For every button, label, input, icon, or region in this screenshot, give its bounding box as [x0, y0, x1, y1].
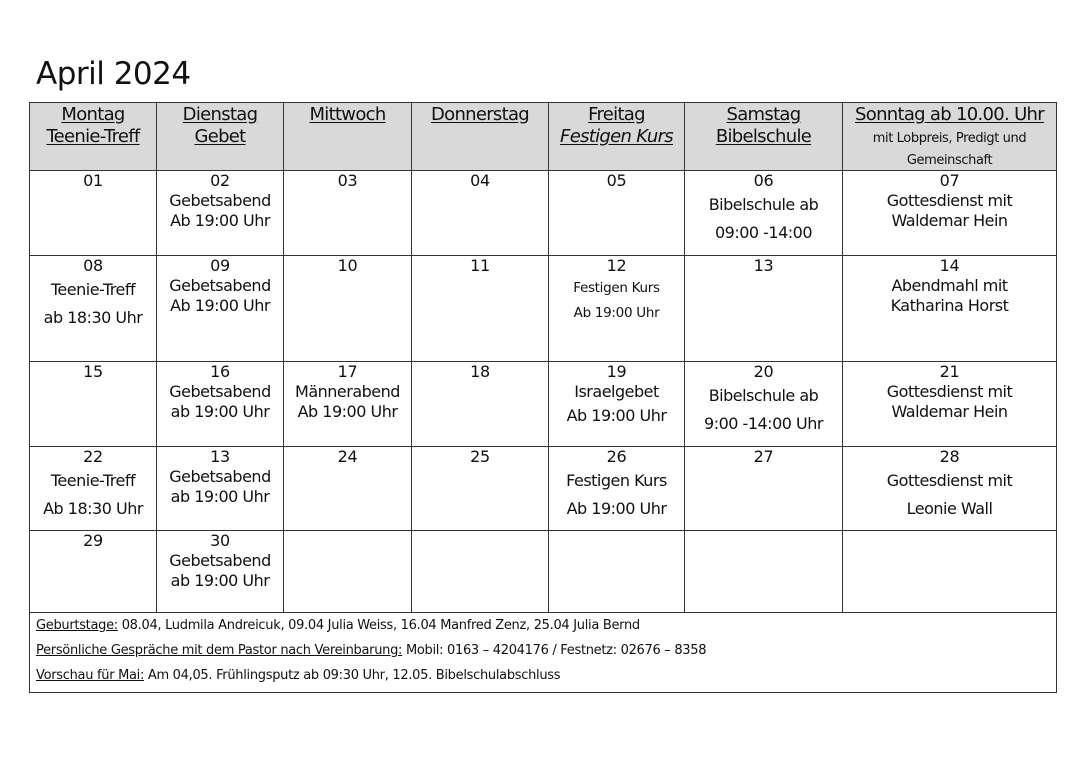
info-cell: [30, 613, 1057, 693]
day-cell: [549, 256, 685, 362]
header-day-name: Dienstag: [182, 104, 258, 125]
event-text: Teenie-Treff: [50, 471, 136, 490]
day-cell: [843, 362, 1057, 447]
day-cell: [157, 362, 284, 447]
info-label: Persönliche Gespräche mit dem Pastor nach Vereinbarung:: [36, 643, 403, 658]
day-cell: [549, 531, 685, 613]
day-number: 12: [606, 256, 627, 275]
day-number: 19: [606, 362, 627, 381]
event-text: Ab 19:00 Uhr: [566, 499, 667, 518]
info-text: Am 04,05. Frühlingsputz ab 09:30 Uhr, 12.05. Bibelschulabschluss: [144, 668, 561, 683]
header-row: [30, 103, 1057, 171]
event-text: Gottesdienst mit: [886, 191, 1013, 210]
day-number: 09: [210, 256, 230, 275]
header-saturday: [685, 103, 843, 171]
header-tuesday: [157, 103, 284, 171]
day-number: 08: [83, 256, 103, 275]
header-day-name: Donnerstag: [430, 104, 530, 125]
day-number: 04: [470, 171, 490, 190]
week-row-5: [30, 531, 1057, 613]
header-day-name: Freitag: [588, 104, 645, 125]
day-cell: [685, 531, 843, 613]
week-row-4: [30, 447, 1057, 531]
day-cell: [549, 447, 685, 531]
header-wednesday: [284, 103, 412, 171]
day-number: 15: [83, 362, 103, 381]
event-text: ab 19:00 Uhr: [170, 571, 270, 590]
header-friday: [549, 103, 685, 171]
day-cell: [412, 362, 549, 447]
event-text: Gebetsabend: [169, 276, 271, 295]
event-text: Leonie Wall: [906, 499, 993, 518]
week-row-3: [30, 362, 1057, 447]
day-number: 10: [337, 256, 358, 275]
day-number: 21: [939, 362, 960, 381]
day-cell: [685, 362, 843, 447]
event-text: Abendmahl mit: [891, 276, 1008, 295]
event-text: Katharina Horst: [890, 296, 1009, 315]
week-row-1: [30, 171, 1057, 256]
event-text: Ab 19:00 Uhr: [170, 296, 270, 315]
info-birthdays: [36, 613, 1050, 638]
day-cell: [284, 256, 412, 362]
event-text: Festigen Kurs: [566, 471, 667, 490]
event-text: Gebetsabend: [169, 382, 271, 401]
day-number: 25: [470, 447, 490, 466]
day-number: 14: [939, 256, 960, 275]
header-day-sub: Bibelschule: [715, 126, 812, 147]
day-cell: [412, 531, 549, 613]
event-text: 9:00 -14:00 Uhr: [704, 414, 823, 433]
day-cell: [843, 531, 1057, 613]
week-row-2: [30, 256, 1057, 362]
header-sunday: [843, 103, 1057, 171]
header-day-name: Mittwoch: [309, 104, 386, 125]
day-cell: [843, 256, 1057, 362]
day-number: 16: [210, 362, 230, 381]
header-day-name: Montag: [61, 104, 125, 125]
event-text: Gebetsabend: [169, 551, 271, 570]
day-number: 26: [606, 447, 627, 466]
day-number: 18: [470, 362, 490, 381]
event-text: Waldemar Hein: [891, 211, 1008, 230]
header-day-name: Samstag: [726, 104, 801, 125]
day-number: 20: [753, 362, 774, 381]
day-number: 11: [470, 256, 490, 275]
page-title: April 2024: [36, 56, 191, 92]
calendar-table: [29, 102, 1057, 693]
info-label: Vorschau für Mai:: [36, 668, 145, 683]
day-number: 05: [606, 171, 627, 190]
day-cell: [549, 362, 685, 447]
day-cell: [284, 362, 412, 447]
event-text: Männerabend: [295, 382, 400, 401]
event-text: Israelgebet: [574, 382, 659, 401]
day-cell: [412, 447, 549, 531]
day-cell: [30, 171, 157, 256]
day-number: 28: [939, 447, 960, 466]
info-row: [30, 613, 1057, 693]
day-cell: [157, 256, 284, 362]
day-cell: [30, 531, 157, 613]
event-text: Bibelschule ab: [708, 195, 819, 214]
event-text: Bibelschule ab: [708, 386, 819, 405]
info-preview-may: [36, 663, 1050, 688]
event-text: Gottesdienst mit: [886, 471, 1013, 490]
day-number: 06: [753, 171, 774, 190]
day-cell: [30, 362, 157, 447]
event-text: Ab 19:00 Uhr: [566, 406, 667, 425]
header-day-sub: Teenie-Treff: [46, 126, 140, 147]
day-cell: [284, 171, 412, 256]
day-cell: [685, 256, 843, 362]
day-number: 29: [83, 531, 103, 550]
day-number: 01: [83, 171, 103, 190]
event-text: ab 19:00 Uhr: [170, 487, 270, 506]
event-text: Ab 19:00 Uhr: [297, 402, 398, 421]
event-text: Ab 19:00 Uhr: [170, 211, 270, 230]
day-cell: [157, 447, 284, 531]
header-day-name: Sonntag ab 10.00. Uhr: [855, 104, 1044, 125]
event-text: Waldemar Hein: [891, 402, 1008, 421]
day-number: 02: [210, 171, 230, 190]
day-number: 17: [337, 362, 358, 381]
day-cell: [843, 447, 1057, 531]
day-number: 30: [210, 531, 230, 550]
day-cell: [843, 171, 1057, 256]
event-text: 09:00 -14:00: [714, 223, 813, 242]
header-thursday: [412, 103, 549, 171]
day-number: 22: [83, 447, 103, 466]
day-cell: [284, 531, 412, 613]
event-text: Teenie-Treff: [50, 280, 136, 299]
day-number: 13: [210, 447, 230, 466]
info-text: 08.04, Ludmila Andreicuk, 09.04 Julia Weiss, 16.04 Manfred Zenz, 25.04 Julia Bernd: [117, 618, 640, 633]
event-text: Festigen Kurs: [573, 280, 660, 296]
event-text: ab 19:00 Uhr: [170, 402, 270, 421]
day-cell: [30, 256, 157, 362]
day-cell: [157, 171, 284, 256]
info-pastor-talks: [36, 638, 1050, 663]
day-number: 24: [337, 447, 358, 466]
info-text: Mobil: 0163 – 4204176 / Festnetz: 02676 – 8358: [402, 643, 707, 658]
header-day-sub: mit Lobpreis, Predigt und Gemeinschaft: [872, 131, 1027, 168]
day-number: 03: [337, 171, 358, 190]
day-cell: [412, 171, 549, 256]
header-day-sub: Gebet: [194, 126, 246, 147]
day-cell: [412, 256, 549, 362]
day-cell: [685, 447, 843, 531]
event-text: Ab 19:00 Uhr: [573, 305, 660, 321]
header-monday: [30, 103, 157, 171]
header-day-sub: Festigen Kurs: [560, 126, 673, 147]
day-number: 07: [939, 171, 960, 190]
event-text: Ab 18:30 Uhr: [43, 499, 143, 518]
day-cell: [284, 447, 412, 531]
event-text: ab 18:30 Uhr: [43, 308, 143, 327]
day-cell: [549, 171, 685, 256]
info-label: Geburtstage:: [36, 618, 118, 633]
event-text: Gebetsabend: [169, 191, 271, 210]
event-text: Gottesdienst mit: [886, 382, 1013, 401]
day-cell: [30, 447, 157, 531]
day-cell: [157, 531, 284, 613]
day-cell: [685, 171, 843, 256]
event-text: Gebetsabend: [169, 467, 271, 486]
day-number: 13: [753, 256, 774, 275]
day-number: 27: [753, 447, 774, 466]
